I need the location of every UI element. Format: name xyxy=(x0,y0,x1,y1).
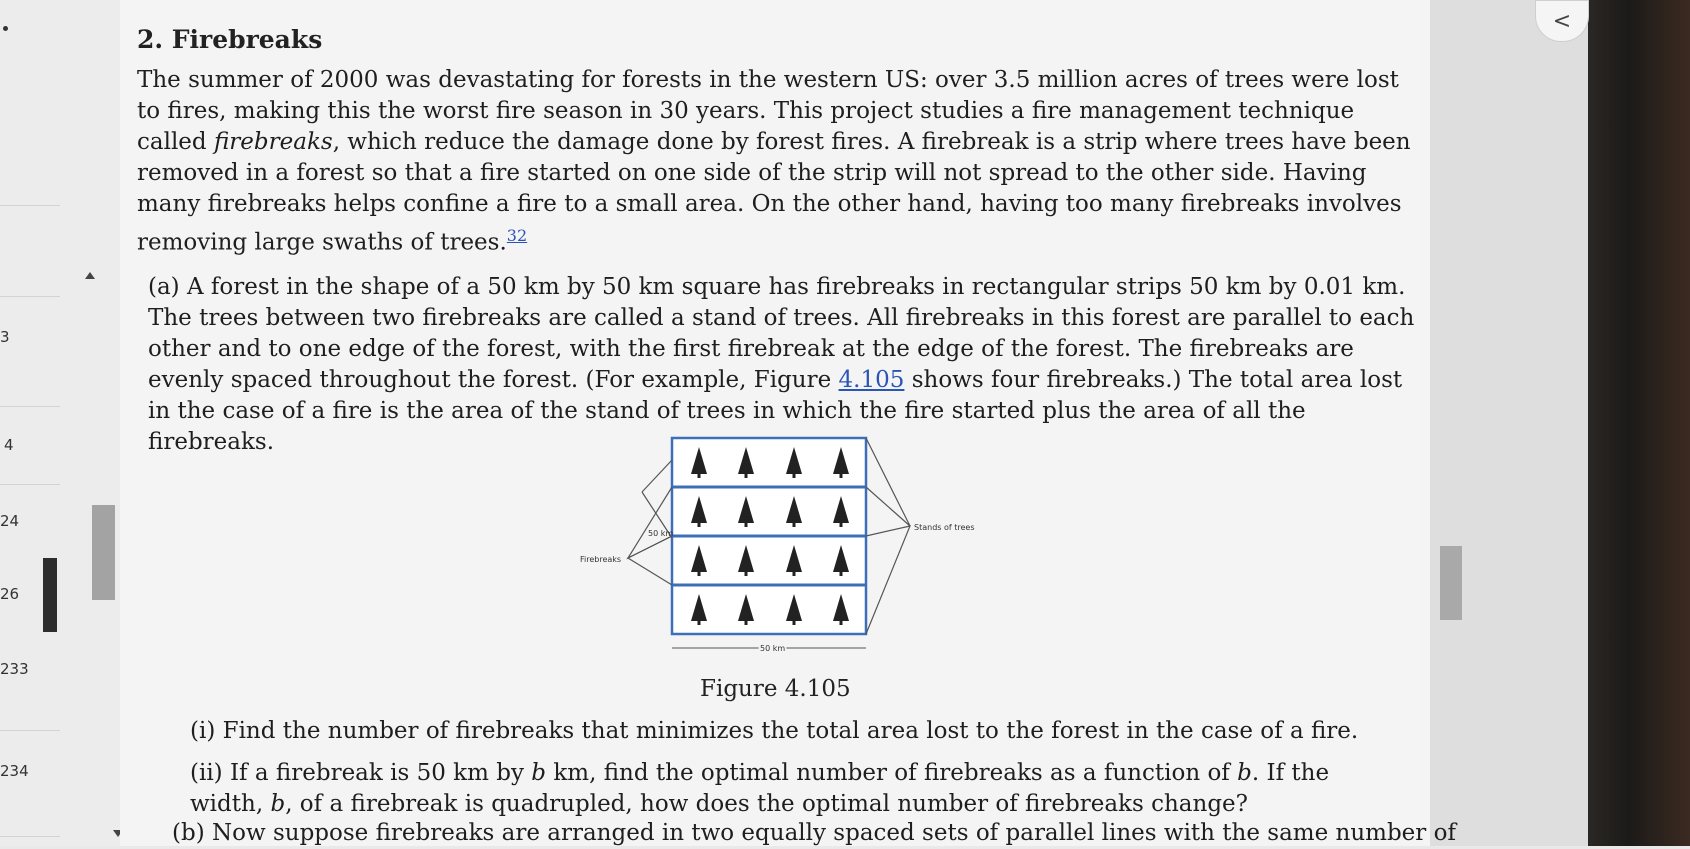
variable-b: b xyxy=(531,760,547,786)
tree-trunk xyxy=(840,621,843,625)
label-side-length: 50 km xyxy=(648,529,674,538)
intro-paragraph xyxy=(137,65,1427,259)
part-b-paragraph: (b) Now suppose firebreaks are arranged in two equally spaced sets of parallel lines with the same number of xyxy=(172,820,1456,846)
gutter-divider xyxy=(0,484,60,485)
right-scrollbar-thumb[interactable] xyxy=(1440,546,1462,620)
tree-trunk xyxy=(698,474,701,478)
gutter-number: 24 xyxy=(0,512,20,530)
tree-trunk xyxy=(840,474,843,478)
figure-link[interactable]: 4.105 xyxy=(838,367,905,393)
gutter-divider xyxy=(0,836,60,837)
tree-trunk xyxy=(698,523,701,527)
tree-trunk xyxy=(745,523,748,527)
part-a-text: (a) A forest in the shape of a 50 km by 50 km square has firebreaks in rectangular strips 50 km by 0.01 km. The trees between two firebreaks are called a stand of trees. All firebreaks in this forest are parallel to each other and to one edge of the forest, with the first firebreak at the edge of the forest. The firebreaks are evenly spaced throughout the forest. (For example, Figure xyxy=(148,274,1415,393)
right-margin xyxy=(1430,0,1590,846)
variable-b: b xyxy=(1237,760,1252,786)
pointer-line xyxy=(642,460,672,492)
variable-b: b xyxy=(270,791,286,817)
stands-pointer xyxy=(866,438,910,526)
left-scrollbar-thumb[interactable] xyxy=(92,505,115,600)
bullet-dot xyxy=(3,26,8,31)
gutter-number: 4 xyxy=(4,436,14,454)
gutter-number: 3 xyxy=(0,328,10,346)
gutter-number: 234 xyxy=(0,762,29,780)
figure-caption: Figure 4.105 xyxy=(700,676,851,702)
part-ii-text: km, find the optimal number of firebreaks as a function of xyxy=(546,760,1238,786)
tree-trunk xyxy=(840,523,843,527)
tree-trunk xyxy=(745,572,748,576)
tree-trunk xyxy=(745,474,748,478)
tree-trunk xyxy=(698,572,701,576)
intro-text: , which reduce the damage done by forest fires. A firebreak is a strip where trees have been removed in a forest so that a fire started on one side of the strip will not spread to the other side. Having many firebreaks helps confine a fire to a small area. On the other hand, having too many firebreaks involves removing large swaths of trees. xyxy=(137,129,1411,256)
firebreak-figure xyxy=(580,430,1000,670)
gutter-divider xyxy=(0,205,60,206)
intro-text: The summer of 2000 was devastating for forests in the western US: over 3.5 million acres of trees were lost to fires, making this the worst fire season in 30 years. This project studies a fire management technique called xyxy=(137,67,1399,155)
screen-bezel xyxy=(1588,0,1690,846)
tree-trunk xyxy=(793,572,796,576)
active-marker xyxy=(43,558,57,632)
label-bottom-length: 50 km xyxy=(760,644,786,653)
part-a-text: shows four firebreaks.) The total area lost in the case of a fire is the area of the stand of trees in which the fire started plus the area of all the firebreaks. xyxy=(148,367,1403,455)
tree-trunk xyxy=(793,523,796,527)
part-ii-paragraph xyxy=(190,758,1370,820)
tree-trunk xyxy=(793,621,796,625)
tree-trunk xyxy=(698,621,701,625)
left-gutter xyxy=(0,0,135,846)
stands-pointer xyxy=(866,526,910,634)
tree-trunk xyxy=(793,474,796,478)
gutter-divider xyxy=(0,730,60,731)
scroll-up-icon[interactable] xyxy=(85,272,95,279)
gutter-divider xyxy=(0,406,60,407)
part-ii-text: . If the width, xyxy=(190,760,1330,817)
firebreak-pointer xyxy=(628,536,672,585)
gutter-number: 26 xyxy=(0,585,20,603)
label-stands: Stands of trees xyxy=(914,523,975,532)
gutter-divider xyxy=(0,296,60,297)
chevron-left-icon: < xyxy=(1552,8,1572,34)
part-ii-text: , of a firebreak is quadrupled, how does the optimal number of firebreaks change? xyxy=(285,791,1248,817)
gutter-number: 233 xyxy=(0,660,29,678)
tree-trunk xyxy=(745,621,748,625)
part-ii-text: (ii) If a firebreak is 50 km by xyxy=(190,760,532,786)
section-heading: 2. Firebreaks xyxy=(137,25,323,54)
part-i-paragraph: (i) Find the number of firebreaks that minimizes the total area lost to the forest in the case of a fire. xyxy=(190,718,1359,744)
tree-trunk xyxy=(840,572,843,576)
term-firebreaks: firebreaks xyxy=(213,129,333,155)
label-firebreaks: Firebreaks xyxy=(580,555,622,564)
footnote-link[interactable]: 32 xyxy=(506,226,528,245)
